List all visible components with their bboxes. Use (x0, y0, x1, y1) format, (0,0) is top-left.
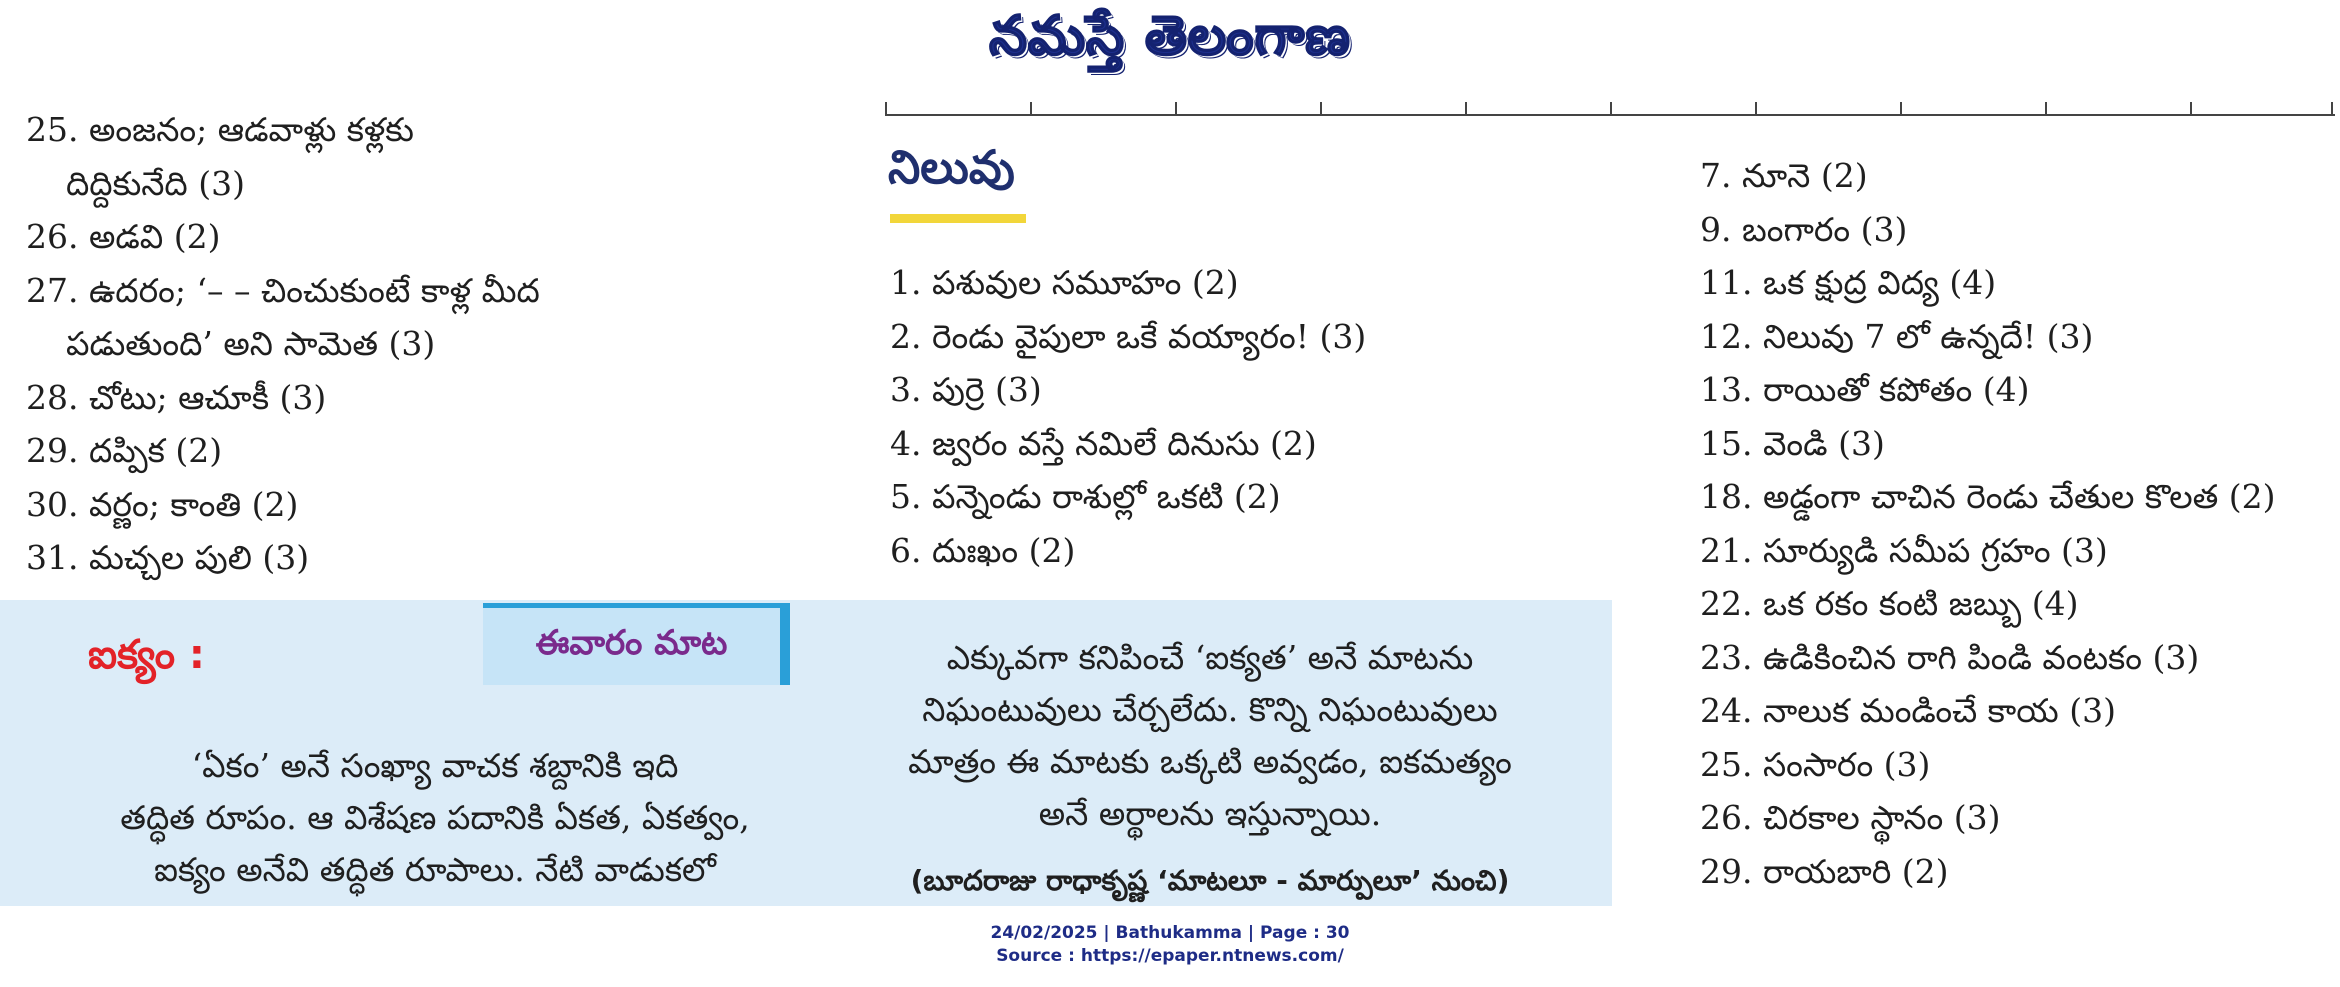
ruler-tick (2331, 102, 2333, 116)
clue: 26. అడవి (2) (26, 217, 221, 256)
paragraph-line: ఎక్కువగా కనిపించే ‘ఐక్యత’ అనే మాటను (946, 638, 1474, 677)
clue: 18. అడ్డంగా చాచిన రెండు చేతుల కొలత (2) (1700, 477, 2276, 516)
footer-source-link[interactable]: Source : https://epaper.ntnews.com/ (996, 946, 1344, 966)
paragraph-line: అనే అర్థాలను ఇస్తున్నాయి. (1038, 794, 1382, 833)
clue: 24. నాలుక మండించే కాయ (3) (1700, 691, 2116, 730)
word-explanation-right (830, 632, 1590, 840)
heading-underline (890, 214, 1026, 223)
clue: 13. రాయితో కపోతం (4) (1700, 370, 2030, 409)
clue: 4. జ్వరం వస్తే నమిలే దినుసు (2) (890, 423, 1317, 463)
ruler-tick (885, 102, 887, 116)
ruler-tick (1320, 102, 1322, 116)
clue: 25. అంజనం; ఆడవాళ్లు కళ్లకు (26, 110, 414, 149)
clue: 7. నూనె (2) (1700, 156, 1868, 195)
clue: 1. పశువుల సమూహం (2) (890, 263, 1239, 302)
down-clues-middle (890, 256, 1366, 577)
ruler-tick (1175, 102, 1177, 116)
paragraph-line: నిఘంటువులు చేర్చలేదు. కొన్ని నిఘంటువులు (922, 690, 1498, 729)
clue: 3. పుర్రె (3) (890, 370, 1042, 409)
clue: 21. సూర్యుడి సమీప గ్రహం (3) (1700, 530, 2108, 570)
clue: 29. దప్పిక (2) (26, 431, 223, 470)
paragraph-line: ‘ఏకం’ అనే సంఖ్యా వాచక శబ్దానికి ఇది (191, 746, 679, 785)
down-section-heading: నిలువు (888, 140, 1015, 194)
ruler-tick (1030, 102, 1032, 116)
featured-word: ఐక్యం : (88, 632, 205, 678)
word-of-week-tag: ఈవారం మాట (483, 603, 790, 685)
ruler-tick (1465, 102, 1467, 116)
footer-date-page: 24/02/2025 | Bathukamma | Page : 30 (990, 923, 1350, 943)
ruler-tick (1900, 102, 1902, 116)
clue: 23. ఉడికించిన రాగి పిండి వంటకం (3) (1700, 637, 2200, 677)
paragraph-line: తద్ధిత రూపం. ఆ విశేషణ పదానికి ఏకత, ఏకత్వం, (120, 798, 750, 837)
masthead-logo: నమస్తే తెలంగాణ (989, 4, 1351, 67)
page-footer (870, 922, 1470, 968)
ruler-tick (1755, 102, 1757, 116)
clue: 15. వెండి (3) (1700, 423, 1885, 463)
word-explanation-left (70, 740, 800, 896)
clue-continuation: పడుతుంది’ అని సామెత (3) (66, 324, 436, 363)
clue: 2. రెండు వైపులా ఒకే వయ్యారం! (3) (890, 316, 1367, 356)
clue: 29. రాయబారి (2) (1700, 851, 1949, 891)
across-clues-continued (26, 103, 540, 585)
ruler-tick (2045, 102, 2047, 116)
paragraph-line: మాత్రం ఈ మాటకు ఒక్కటి అవ్వడం, ఐకమత్యం (908, 742, 1512, 781)
clue: 25. సంసారం (3) (1700, 744, 1931, 784)
paragraph-line: ఐక్యం అనేవి తద్ధిత రూపాలు. నేటి వాడుకలో (153, 850, 717, 889)
source-credit: (బూదరాజు రాధాకృష్ణ ‘మాటలూ - మార్పులూ’ నుంచి) (910, 864, 1510, 897)
clue: 22. ఒక రకం కంటి జబ్బు (4) (1700, 584, 2079, 623)
ruler-tick (2190, 102, 2192, 116)
down-clues-right (1700, 149, 2276, 898)
clue: 27. ఉదరం; ‘– – చించుకుంటే కాళ్ల మీద (26, 270, 540, 310)
clue: 31. మచ్చల పులి (3) (26, 538, 310, 577)
clue: 11. ఒక క్షుద్ర విద్య (4) (1700, 263, 1997, 302)
clue: 12. నిలువు 7 లో ఉన్నదే! (3) (1700, 316, 2094, 356)
clue: 30. వర్ణం; కాంతి (2) (26, 484, 299, 524)
clue-continuation: దిద్దికునేది (3) (66, 163, 245, 203)
clue: 9. బంగారం (3) (1700, 209, 1908, 249)
ruler-tick (1610, 102, 1612, 116)
clue: 5. పన్నెండు రాశుల్లో ఒకటి (2) (890, 477, 1281, 516)
column-ruler (885, 100, 2335, 116)
clue: 26. చిరకాల స్థానం (3) (1700, 798, 2001, 837)
clue: 6. దుఃఖం (2) (890, 530, 1076, 570)
clue: 28. చోటు; ఆచూకీ (3) (26, 377, 327, 417)
